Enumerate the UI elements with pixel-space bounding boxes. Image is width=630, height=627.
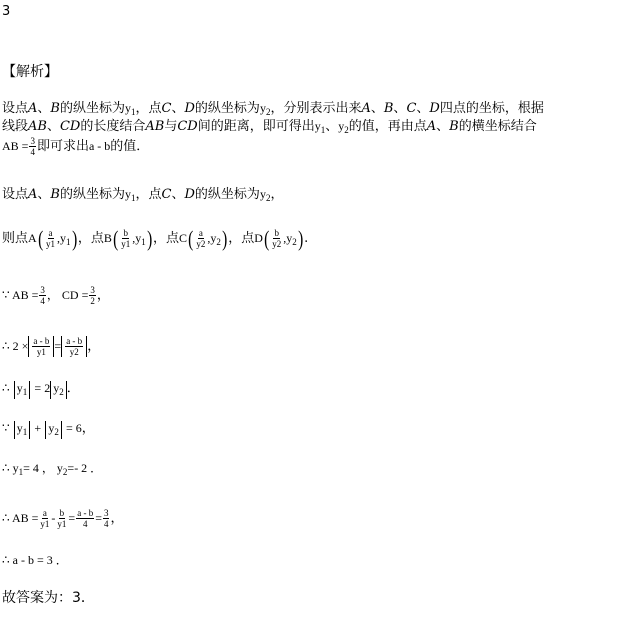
analysis-line-1: 设点A、B的纵坐标为$y_1$，点C、D的纵坐标为$y_2$，分别表示出来A、B、C、D四点的坐标，根据: [2, 101, 544, 117]
conclusion: 故答案为：3．: [2, 590, 95, 606]
solution-line-abs-relation: ∴ $y_1 = 2$ $y_2$ ．: [2, 381, 80, 397]
analysis-line-3: AB = $\frac{3}{4}$ 即可求出a - b的值．: [2, 136, 150, 157]
solution-line-abs-sum: ∵ $y_1 + y_2 = 6$，: [2, 421, 95, 437]
solution-line-points: 则点A( $\frac{a}{y1}$ $,y_1$)，点B( $\frac{b}{y1}$ $,y_1$)，点C( $\frac{a}{y2}$ $,y_2$)，点D( $\frac{b}{y2}$ $,y_2$).: [2, 225, 309, 251]
answer-number: 3: [2, 4, 11, 19]
solution-line-1: 设点A、B的纵坐标为$y_1$，点C、D的纵坐标为$y_2$，: [2, 187, 284, 203]
solution-line-values: ∴ $y_1= 4$ ， $y_2=-$ 2 ．: [2, 461, 103, 477]
solution-line-ratio: ∴ 2 × $\frac{a - b}{y1}$ = $\frac{a - b}{y2}$ ，: [2, 336, 101, 357]
section-heading: 【解析】: [2, 64, 58, 80]
solution-line-ab-calc: ∴ AB = $\frac{a}{y1}$ - $\frac{b}{y1}$ = $\frac{a - b}{4}$ = $\frac{3}{4}$ ，: [2, 508, 124, 529]
analysis-line-2: 线段AB、CD的长度结合AB与CD间的距离，即可得出$y_1$、$y_2$的值，再由点A、B的横坐标结合: [2, 119, 537, 135]
solution-line-lengths: ∵ AB = $\frac{3}{4}$ ， CD = $\frac{3}{2}$ ，: [2, 285, 110, 306]
solution-line-result: ∴ a - b = 3 ．: [2, 553, 68, 567]
